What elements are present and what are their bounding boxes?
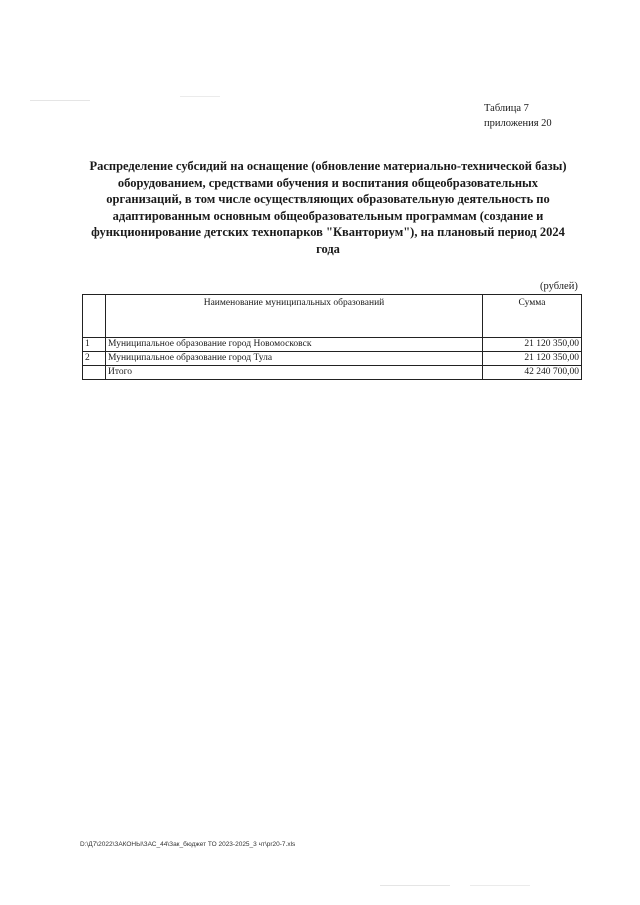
subsidy-table [82, 294, 582, 380]
total-number [83, 366, 106, 380]
table-row [83, 338, 582, 352]
row-name: Муниципальное образование город Новомосковск [106, 338, 483, 352]
table-row [83, 352, 582, 366]
table-reference [484, 101, 552, 131]
unit-label: (рублей) [540, 281, 578, 292]
scan-noise [470, 885, 530, 886]
table-total-row [83, 366, 582, 380]
row-sum: 21 120 350,00 [483, 352, 582, 366]
scan-noise [180, 96, 220, 97]
row-number: 2 [83, 352, 106, 366]
table-label: Таблица 7 [484, 103, 529, 114]
table-header-row [83, 295, 582, 338]
row-number: 1 [83, 338, 106, 352]
row-sum: 21 120 350,00 [483, 338, 582, 352]
header-sum: Сумма [483, 295, 582, 338]
row-name: Муниципальное образование город Тула [106, 352, 483, 366]
header-number [83, 295, 106, 338]
file-path: D:\Д7\2022\ЗАКОНЫ\ЗАС_44\Зак_бюджет ТО 2023-2025_3 чт\pr20-7.xls [80, 841, 296, 848]
scan-noise [380, 885, 450, 886]
total-label: Итого [106, 366, 483, 380]
document-title: Распределение субсидий на оснащение (обновление материально-технической базы) оборудованием, средствами обучения и воспитания общеобразовательных организаций, в том числе осуществляющих образовательную деятельность по адаптированным основным общеобразовательным программам (создание и функционирование детских технопарков "Кванториум"), на плановый период 2024 года [89, 159, 567, 256]
appendix-label: приложения 20 [484, 118, 552, 129]
header-name: Наименование муниципальных образований [106, 295, 483, 338]
scan-noise [30, 100, 90, 101]
total-sum: 42 240 700,00 [483, 366, 582, 380]
